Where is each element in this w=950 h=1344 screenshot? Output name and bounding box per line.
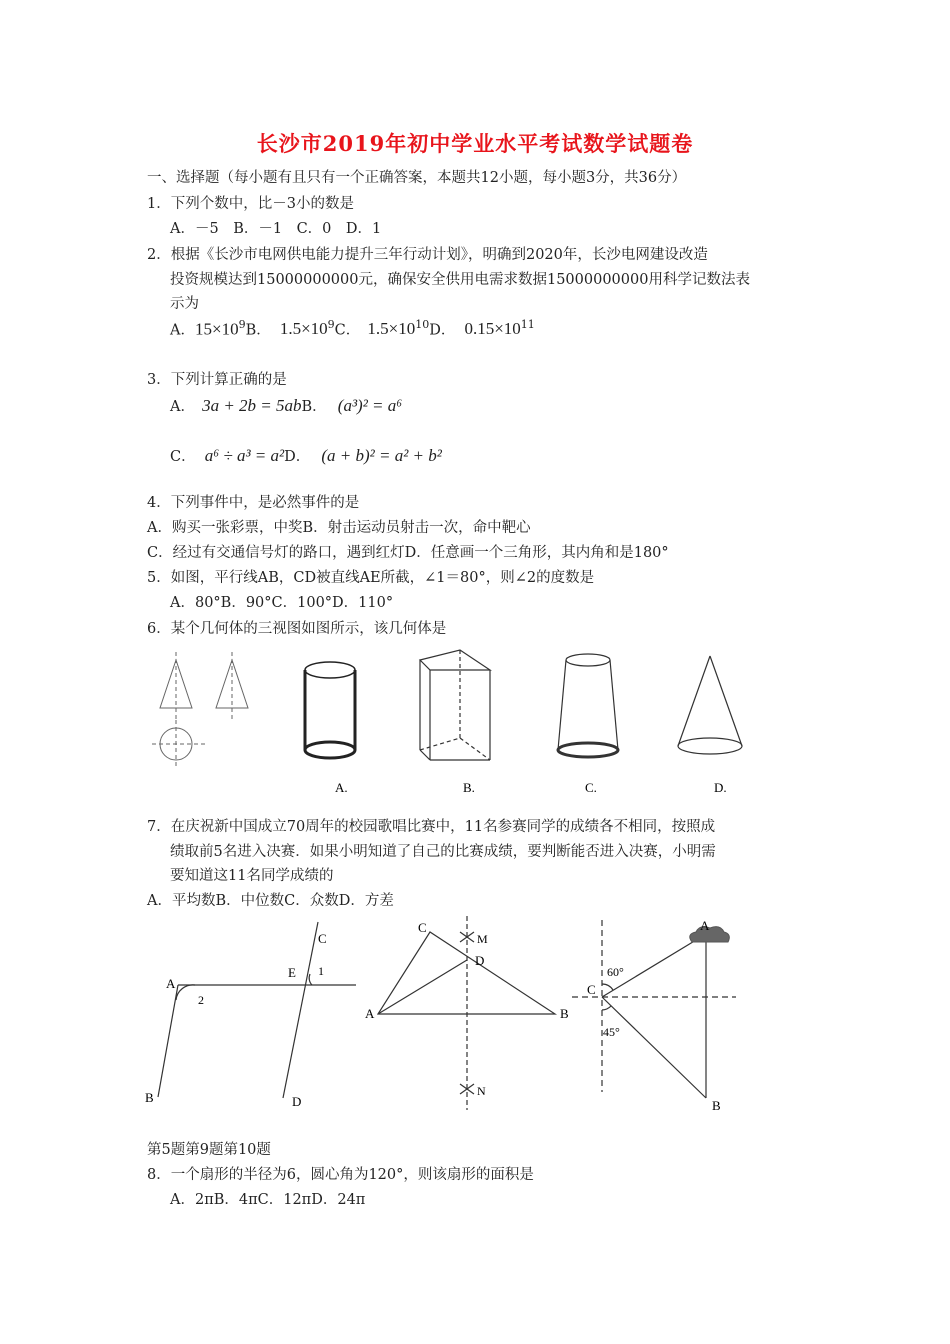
fig5-A: A (166, 976, 176, 991)
figure-q5 (158, 922, 356, 1098)
q2-optC: 1.5×10 (367, 319, 416, 339)
q5-stem: 5．如图，平行线AB，CD被直线AE所截，∠1＝80°，则∠2的度数是 (147, 570, 595, 586)
geometry-figures (140, 912, 760, 1132)
q4-line2: C．经过有交通信号灯的路口，遇到红灯D．任意画一个三角形，其内角和是180° (147, 545, 669, 561)
q7-line1: 7．在庆祝新中国成立70周年的校园歌唱比赛中，11名参赛同学的成绩各不相同，按照成 (147, 819, 716, 835)
fig9-A: A (365, 1006, 375, 1021)
three-view-drawing (152, 652, 248, 768)
q3-optC: a⁶ ÷ a³ = a² (204, 446, 285, 465)
fig10-B: B (712, 1098, 721, 1113)
q2-options (170, 318, 535, 340)
fig10-angle60: 60° (607, 965, 624, 979)
q2-optA-label: A． (170, 322, 195, 339)
q7-line2: 绩取前5名进入决赛．如果小明知道了自己的比赛成绩，要判断能否进入决赛，小明需 (170, 844, 716, 860)
fig9-B: B (560, 1006, 569, 1021)
fig5-D: D (292, 1094, 302, 1109)
q2-optC-label: C． (334, 322, 361, 339)
fig10-angle45: 45° (603, 1025, 620, 1039)
q2-line1: 2．根据《长沙市电网供电能力提升三年行动计划》，明确到2020年，长沙电网建设改造 (147, 247, 708, 263)
q6-label-a: A. (335, 780, 348, 795)
q2-optD-exp: 11 (520, 318, 535, 331)
q3-stem: 3．下列计算正确的是 (147, 372, 287, 388)
cloud-icon (690, 927, 730, 942)
fig9-C: C (418, 920, 427, 935)
q8-options: A．2πB．4πC．12πD．24π (170, 1192, 366, 1208)
q3-row1 (170, 396, 402, 417)
q7-line3: 要知道这11名同学成绩的 (170, 868, 334, 884)
q2-optA-exp: 9 (238, 318, 246, 331)
q2-optD: 0.15×10 (464, 319, 521, 339)
frustum-shape (558, 654, 618, 757)
page-title: 长沙市2019年初中学业水平考试数学试题卷 (256, 131, 694, 156)
fig10-C: C (587, 982, 596, 997)
fig9-M: M (477, 932, 488, 946)
q3-optA-label: A． (170, 399, 195, 415)
q4-line1: A．购买一张彩票，中奖B．射击运动员射击一次，命中靶心 (147, 520, 531, 536)
fig5-E: E (288, 965, 296, 980)
triangular-prism-shape (420, 650, 490, 760)
fig9-D: D (475, 953, 485, 968)
q2-optC-exp: 10 (415, 318, 430, 331)
figure-q9 (378, 916, 555, 1110)
q7-options: A．平均数B．中位数C．众数D．方差 (147, 893, 394, 909)
q5-options: A．80°B．90°C．100°D．110° (170, 595, 394, 611)
section-heading: 一、选择题（每小题有且只有一个正确答案，本题共12小题，每小题3分，共36分） (147, 170, 687, 186)
fig9-N: N (477, 1084, 486, 1098)
q2-optB-label: B． (245, 322, 271, 339)
cone-shape (678, 656, 742, 754)
fig5-angle2: 2 (198, 993, 204, 1007)
q3-optB: (a³)² = a⁶ (337, 396, 403, 415)
q2-line3: 示为 (170, 296, 199, 312)
q3-optA: 3a + 2b = 5ab (202, 396, 302, 415)
q3-optC-label: C． (170, 449, 196, 465)
figure-q10 (572, 920, 736, 1098)
figure-caption: 第5题第9题第10题 (147, 1142, 271, 1158)
fig5-angle1: 1 (318, 964, 324, 978)
fig5-B: B (145, 1090, 154, 1105)
q6-figure (140, 640, 780, 800)
q4-stem: 4．下列事件中，是必然事件的是 (147, 495, 360, 511)
q3-row2 (170, 446, 442, 467)
q2-line2: 投资规模达到15000000000元，确保安全供用电需求数据15000000000用科学记数法表 (170, 272, 750, 288)
q6-label-b: B. (463, 780, 475, 795)
q1-stem: 1．下列个数中，比－3小的数是 (147, 196, 354, 212)
q3-optB-label: B． (301, 399, 327, 415)
cylinder-shape (305, 662, 355, 758)
q2-optB-exp: 9 (327, 318, 335, 331)
fig5-C: C (318, 931, 327, 946)
q6-label-c: C. (585, 780, 597, 795)
q1-options: A．－5 B．－1 C．0 D．1 (170, 221, 382, 237)
q3-optD: (a + b)² = a² + b² (321, 446, 442, 465)
q2-optD-label: D． (429, 322, 456, 339)
q8-stem: 8．一个扇形的半径为6，圆心角为120°，则该扇形的面积是 (147, 1167, 534, 1183)
q2-optB: 1.5×10 (279, 319, 328, 339)
q6-label-d: D. (714, 780, 727, 795)
fig10-A: A (700, 918, 710, 933)
q3-optD-label: D． (284, 449, 311, 465)
q6-stem: 6．某个几何体的三视图如图所示，该几何体是 (147, 621, 447, 637)
q2-optA: 15×10 (194, 319, 239, 339)
